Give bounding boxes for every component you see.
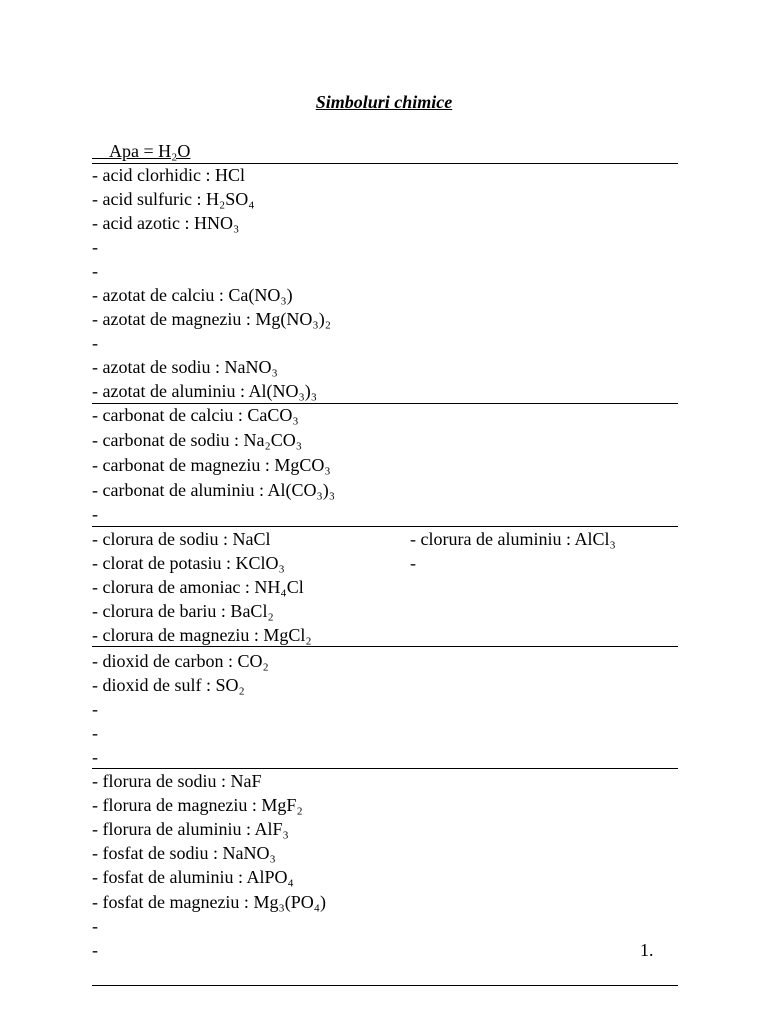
formula-list-item: - acid clorhidic : HCl — [92, 165, 245, 185]
formula-list-item: - clorura de amoniac : NH₄Cl — [92, 577, 304, 597]
formula-list-item: - clorura de bariu : BaCl₂ — [92, 601, 274, 621]
formula-list-item: - acid azotic : HNO₃ — [92, 213, 240, 233]
empty-list-item: - — [410, 553, 416, 573]
section-divider — [92, 646, 678, 647]
formula-list-item: - azotat de magneziu : Mg(NO₃)₂ — [92, 309, 331, 329]
empty-list-item: - — [92, 333, 98, 353]
page-number: 1. — [640, 940, 654, 960]
formula-list-item: - carbonat de calciu : CaCO₃ — [92, 405, 299, 425]
formula-list-item: - azotat de calciu : Ca(NO₃) — [92, 285, 293, 305]
empty-list-item: - — [92, 723, 98, 743]
formula-list-item: - clorura de sodiu : NaCl — [92, 529, 271, 549]
formula-list-item: - fosfat de aluminiu : AlPO₄ — [92, 867, 294, 887]
empty-list-item: - — [92, 940, 98, 960]
water-formula-line: Apa = H₂O — [92, 141, 191, 161]
section-divider — [92, 985, 678, 986]
empty-list-item: - — [92, 916, 98, 936]
empty-list-item: - — [92, 261, 98, 281]
formula-list-item: - acid sulfuric : H₂SO₄ — [92, 189, 255, 209]
empty-list-item: - — [92, 747, 98, 767]
formula-list-item: - clorat de potasiu : KClO₃ — [92, 553, 285, 573]
section-divider — [92, 526, 678, 527]
formula-list-item: - clorura de magneziu : MgCl₂ — [92, 625, 312, 645]
formula-list-item: - dioxid de sulf : SO₂ — [92, 675, 245, 695]
page-title: Simboluri chimice — [315, 92, 453, 112]
formula-list-item: - dioxid de carbon : CO₂ — [92, 651, 269, 671]
formula-list-item: - azotat de sodiu : NaNO₃ — [92, 357, 278, 377]
empty-list-item: - — [92, 504, 98, 524]
formula-list-item: - florura de aluminiu : AlF₃ — [92, 819, 289, 839]
formula-list-item: - clorura de aluminiu : AlCl₃ — [410, 529, 616, 549]
section-divider — [92, 768, 678, 769]
formula-list-item: - florura de magneziu : MgF₂ — [92, 795, 303, 815]
formula-list-item: - fosfat de sodiu : NaNO₃ — [92, 843, 276, 863]
empty-list-item: - — [92, 237, 98, 257]
formula-list-item: - florura de sodiu : NaF — [92, 771, 262, 791]
formula-list-item: - carbonat de sodiu : Na₂CO₃ — [92, 430, 302, 450]
formula-list-item: - carbonat de aluminiu : Al(CO₃)₃ — [92, 480, 335, 500]
formula-list-item: - azotat de aluminiu : Al(NO₃)₃ — [92, 381, 317, 401]
formula-list-item: - fosfat de magneziu : Mg₃(PO₄) — [92, 892, 326, 912]
empty-list-item: - — [92, 699, 98, 719]
formula-list-item: - carbonat de magneziu : MgCO₃ — [92, 455, 331, 475]
